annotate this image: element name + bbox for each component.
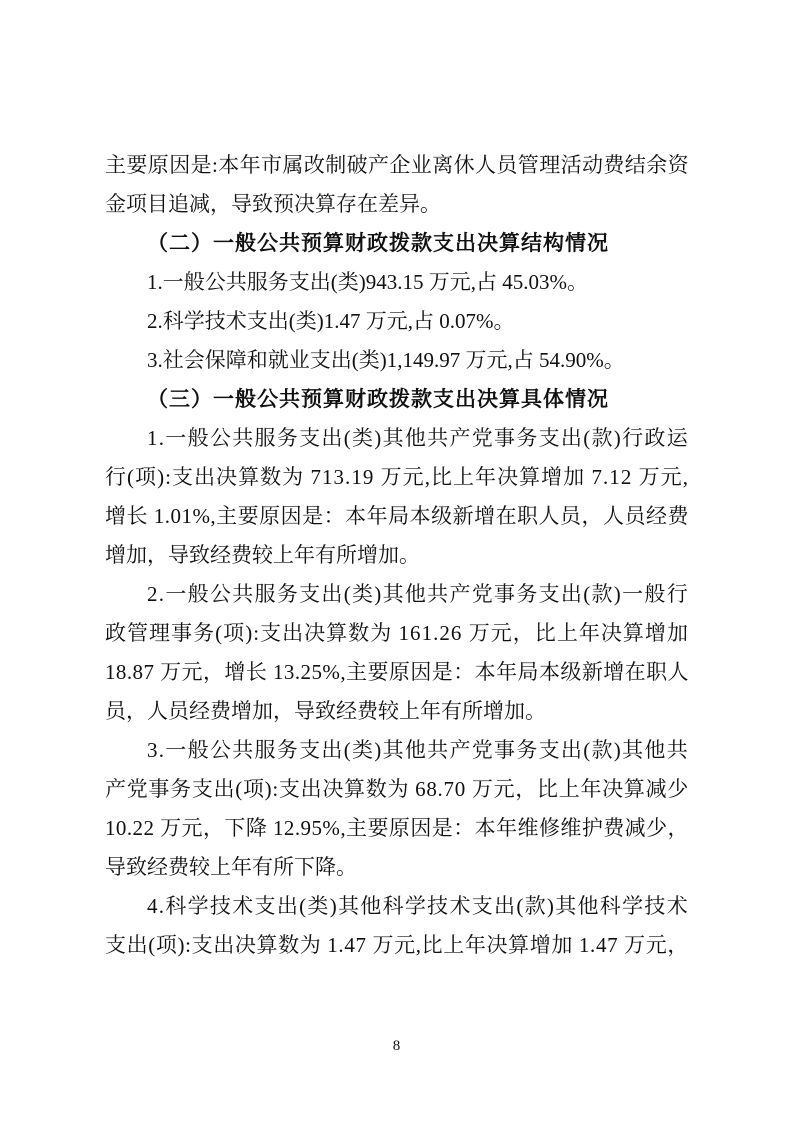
text-line-text: 4.科学技术支出(类)其他科学技术支出(款)其他科学技术 xyxy=(147,894,689,918)
page-number: 8 xyxy=(392,1038,401,1054)
text-line xyxy=(105,731,689,770)
text-line-text: 政管理事务(项):支出决算数为 161.26 万元，比上年决算增加 xyxy=(105,621,689,645)
text-line-text: 2.一般公共服务支出(类)其他共产党事务支出(款)一般行 xyxy=(147,582,689,606)
text-line-text: 10.22 万元，下降 12.95%,主要原因是：本年维修维护费减少， xyxy=(105,816,689,840)
text-line xyxy=(105,458,689,497)
text-line-text: 员，人员经费增加，导致经费较上年有所增加。 xyxy=(105,699,546,723)
text-line-text: 1.一般公共服务支出(类)其他共产党事务支出(款)行政运 xyxy=(147,426,689,450)
text-line xyxy=(105,341,689,380)
text-line xyxy=(105,575,689,614)
text-line-text: 18.87 万元，增长 13.25%,主要原因是：本年局本级新增在职人 xyxy=(105,660,689,684)
text-line xyxy=(105,185,689,224)
section-heading xyxy=(105,380,689,419)
text-line xyxy=(105,263,689,302)
text-line xyxy=(105,770,689,809)
text-line xyxy=(105,692,689,731)
text-line xyxy=(105,536,689,575)
text-line xyxy=(105,887,689,926)
text-line-text: 导致经费较上年有所下降。 xyxy=(105,855,357,879)
text-line xyxy=(105,302,689,341)
document-body xyxy=(105,146,689,965)
text-line-text: 金项目追减，导致预决算存在差异。 xyxy=(105,192,441,216)
section-heading-text: （三）一般公共预算财政拨款支出决算具体情况 xyxy=(147,387,609,411)
text-line xyxy=(105,653,689,692)
text-line-text: 行(项):支出决算数为 713.19 万元,比上年决算增加 7.12 万元, xyxy=(105,465,689,489)
section-heading xyxy=(105,224,689,263)
text-line-text: 1.一般公共服务支出(类)943.15 万元,占 45.03%。 xyxy=(147,270,588,294)
text-line xyxy=(105,614,689,653)
text-line-text: 支出(项):支出决算数为 1.47 万元,比上年决算增加 1.47 万元， xyxy=(105,933,689,957)
text-line xyxy=(105,926,689,965)
text-line xyxy=(105,848,689,887)
text-line xyxy=(105,497,689,536)
text-line-text: 产党事务支出(项):支出决算数为 68.70 万元，比上年决算减少 xyxy=(105,777,689,801)
section-heading-text: （二）一般公共预算财政拨款支出决算结构情况 xyxy=(147,231,609,255)
text-line-text: 2.科学技术支出(类)1.47 万元,占 0.07%。 xyxy=(147,309,515,333)
text-line-text: 3.一般公共服务支出(类)其他共产党事务支出(款)其他共 xyxy=(147,738,689,762)
text-line-text: 增加，导致经费较上年有所增加。 xyxy=(105,543,420,567)
text-line xyxy=(105,809,689,848)
text-line xyxy=(105,419,689,458)
text-line-text: 主要原因是:本年市属改制破产企业离休人员管理活动费结余资 xyxy=(105,153,689,177)
text-line-text: 增长 1.01%,主要原因是：本年局本级新增在职人员，人员经费 xyxy=(105,504,689,528)
text-line-text: 3.社会保障和就业支出(类)1,149.97 万元,占 54.90%。 xyxy=(147,348,625,372)
text-line xyxy=(105,146,689,185)
